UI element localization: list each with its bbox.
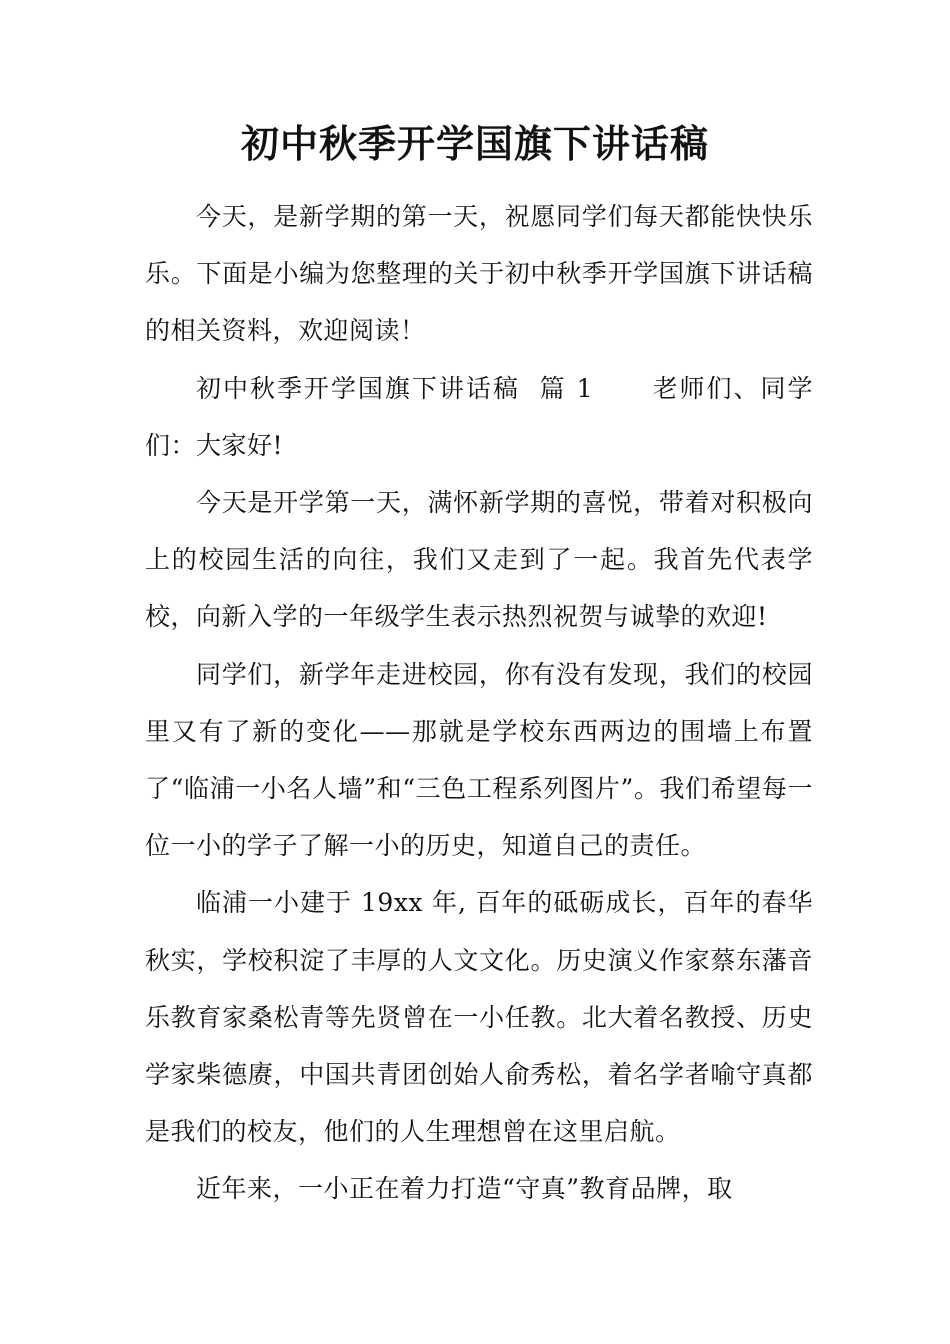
paragraph-intro: 今天，是新学期的第一天，祝愿同学们每天都能快快乐乐。下面是小编为您整理的关于初中秋季开学国旗下讲话稿的相关资料，欢迎阅读！ <box>145 202 813 346</box>
page-title: 初中秋季开学国旗下讲话稿 <box>240 121 709 166</box>
paragraph-recent-years: 近年来，一小正在着力打造“守真”教育品牌，取 <box>196 1174 733 1204</box>
document-body <box>145 188 813 1218</box>
paragraph-school-history: 临浦一小建于 19xx 年, 百年的砥砺成长，百年的春华秋实，学校积淀了丰厚的人文文化。历史演义作家蔡东藩音乐教育家桑松青等先贤曾在一小任教。北大着名教授、历史学家柴德赓，中国共青团创始人俞秀松，着名学者喻守真都是我们的校友，他们的人生理想曾在这里启航。 <box>145 888 813 1147</box>
paragraph-campus-changes: 同学们，新学年走进校园，你有没有发现，我们的校园里又有了新的变化——那就是学校东西两边的围墙上布置了“临浦一小名人墙”和“三色工程系列图片”。我们希望每一位一小的学子了解一小的历史，知道自己的责任。 <box>145 659 813 861</box>
paragraph-section-heading: 初中秋季开学国旗下讲话稿 篇 1 老师们、同学们：大家好! <box>145 373 813 460</box>
paragraph-opening: 今天是开学第一天，满怀新学期的喜悦，带着对积极向上的校园生活的向往，我们又走到了一起。我首先代表学校，向新入学的一年级学生表示热烈祝贺与诚挚的欢迎! <box>145 488 813 632</box>
